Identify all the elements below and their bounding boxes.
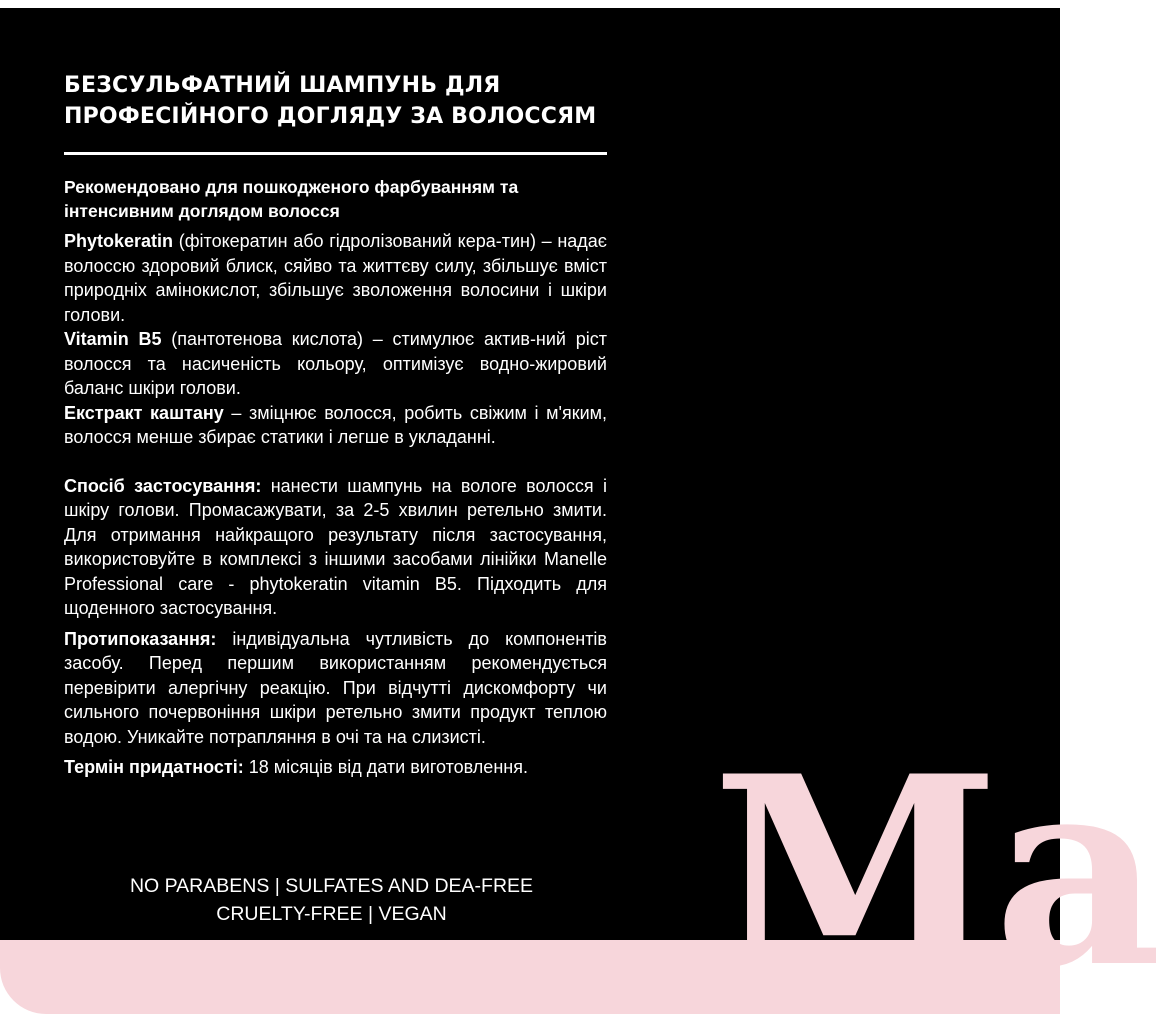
label-text-block <box>64 70 607 780</box>
recommendation-subtitle: Рекомендовано для пошкодженого фарбуванням та інтенсивним доглядом волосся <box>64 177 519 221</box>
claims-line-2: CRUELTY-FREE | VEGAN <box>216 903 447 925</box>
ingredient-description: (пантотенова кислота) – стимулює актив-ний ріст волосся та насиченість кольору, оптимізує водно-жировий баланс шкіри голови. <box>64 329 608 398</box>
shelf-life <box>64 755 607 780</box>
ingredient-chestnut-extract <box>64 401 607 450</box>
contraindications <box>64 627 607 750</box>
ingredient-name: Екстракт каштану <box>64 402 224 423</box>
product-claims <box>64 872 599 928</box>
contraindications-label: Протипоказання: <box>64 628 217 649</box>
shelf-life-text: 18 місяців від дати виготовлення. <box>243 757 528 777</box>
usage-instructions <box>64 474 607 621</box>
usage-label: Спосіб застосування: <box>64 475 262 496</box>
product-title <box>64 70 607 132</box>
ingredient-description: – зміцнює волосся, робить свіжим і м'яким, волосся менше збирає статики і легше в укладанні. <box>64 402 607 447</box>
ingredient-phytokeratin <box>64 229 607 327</box>
title-divider <box>64 152 607 155</box>
title-line-1: БЕЗСУЛЬФАТНИЙ ШАМПУНЬ ДЛЯ <box>64 73 501 98</box>
claims-line-1: NO PARABENS | SULFATES AND DEA-FREE <box>129 875 534 897</box>
contraindications-text: індивідуальна чутливість до компонентів засобу. Перед першим використанням рекомендується перевірити алергічну реакцію. При відчутті дискомфорту чи сильного почервоніння шкіри ретельно змити продукт теплою водою. Уникайте потрапляння в очі та на слизисті. <box>64 628 607 747</box>
shelf-life-label: Термін придатності: <box>64 757 244 777</box>
ingredient-name: Vitamin B5 <box>64 329 162 349</box>
usage-text: нанести шампунь на вологе волосся і шкіру голови. Промасажувати, за 2-5 хвилин ретельно змити. Для отримання найкращого результату після застосування, використовуйте в комплексі з іншими засобами лінійки Manelle Professional care - phytokeratin vitamin B5. Підходить для щоденного застосування. <box>64 475 608 618</box>
ingredient-name: Phytokeratin <box>64 231 174 251</box>
brand-logo-fragment: Ma <box>712 720 1156 1025</box>
ingredient-vitamin-b5 <box>64 327 607 401</box>
ingredient-description: (фітокератин або гідролізований кера-тин) – надає волоссю здоровий блиск, сяйво та життєву силу, збільшує вміст природніх амінокислот, збільшує зволоження волосини і шкіри голови. <box>64 231 607 325</box>
title-line-2: ПРОФЕСІЙНОГО ДОГЛЯДУ ЗА ВОЛОССЯМ <box>64 104 597 129</box>
